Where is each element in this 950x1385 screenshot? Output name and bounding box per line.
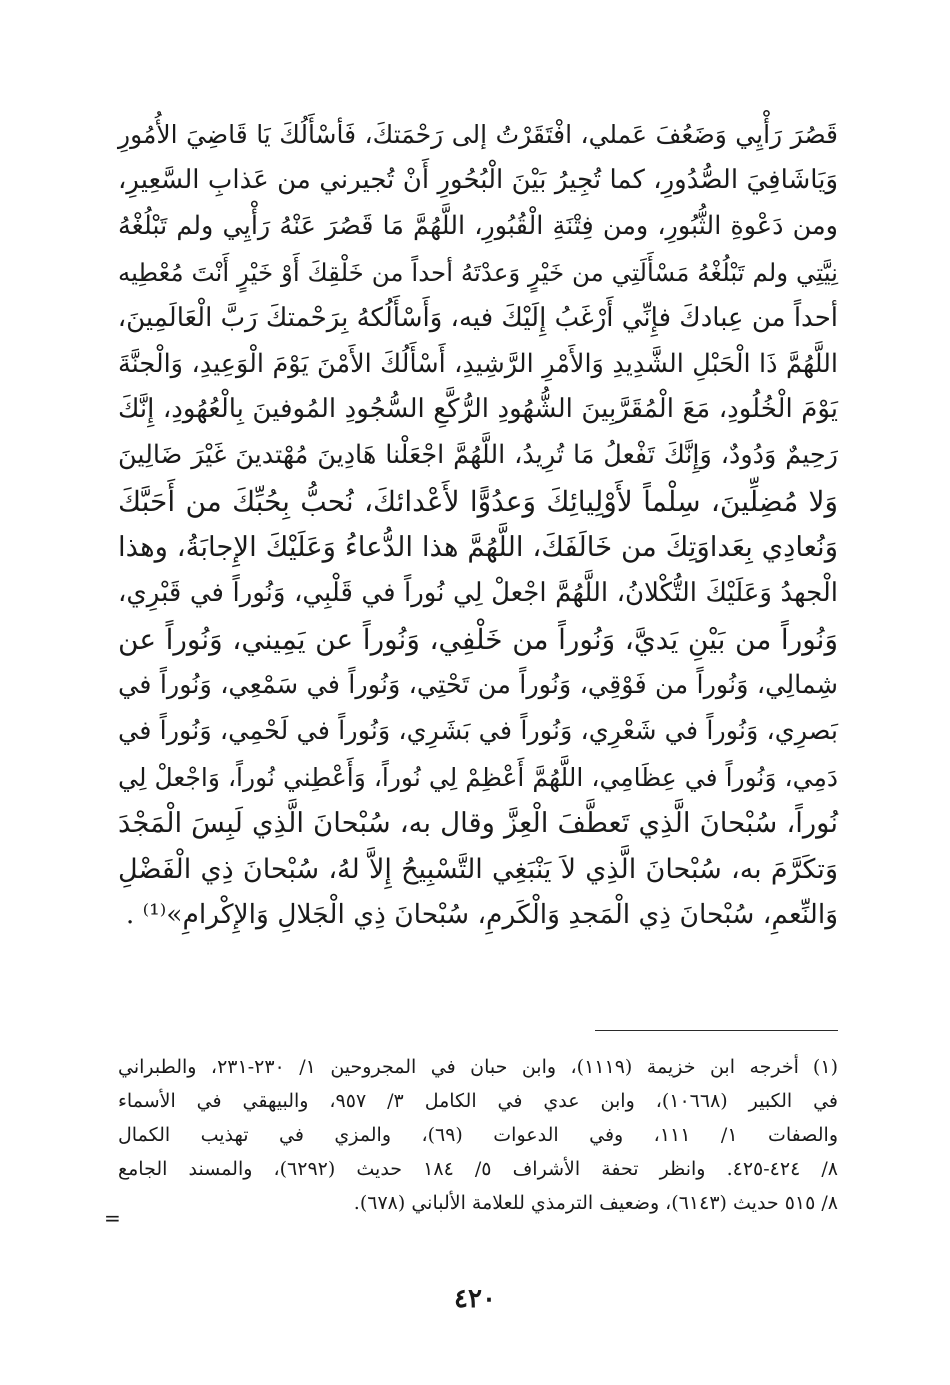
footnote-number: (١) — [812, 1056, 838, 1078]
continuation-mark: = — [104, 1206, 121, 1230]
text-line: وَنُعادِي بِعَداوَتِكَ من خَالَفَكَ، اللَّهُمَّ هذا الدُّعاءُ وَعَلَيْكَ الإِجابَةُ، وهذا — [118, 531, 838, 564]
text-line: بَصرِي، وَنُوراً في شَعْرِي، وَنُوراً في بَشَرِي، وَنُوراً في لَحْمِي، وَنُوراً في — [118, 715, 838, 746]
footnote-line: في الكبير (١٠٦٦٨)، وابن عدي في الكامل ٣/ ٩٥٧، والبيهقي في الأسماء — [118, 1090, 839, 1112]
footnote-line-first — [118, 1050, 838, 1084]
text-line: نِيَّتِي ولم تَبْلُغْهُ مَسْأَلَتِي من خَيْرٍ وَعدْتَهُ أحداً من خَلْقِكَ أَوْ خَيْرٍ أَنْتَ مُعْطِيه — [118, 257, 838, 287]
text-line: وَتكَرَّمَ به، سُبْحانَ الَّذِي لاَ يَنْبَغِي التَّسْبِيحُ إِلاَّ لهُ، سُبْحانَ ذِي الْفَضْلِ — [118, 853, 838, 885]
footnote-line-last: ٨/ ٥١٥ حديث (٦١٤٣)، وضعيف الترمذي للعلامة الألباني (٦٧٨). — [353, 1192, 838, 1214]
text-line: ومن دَعْوةِ الثُّبُورِ، ومن فِتْنَةِ الْقُبُورِ، اللَّهُمَّ مَا قَصُرَ عَنْهُ رَأْيِي ولم تَبْلُغْهُ — [118, 210, 838, 241]
main-text-block — [118, 112, 838, 938]
text-line: وَنُوراً من بَيْنِ يَديَّ، وَنُوراً من خَلْفِي، وَنُوراً عن يَمِيني، وَنُوراً عن — [118, 622, 838, 656]
text-line: وَيَاشَافِيَ الصُّدُورِ، كما تُجِيرُ بَيْنَ الْبُحُورِ أَنْ تُجيرني من عَذابِ السَّعِيرِ، — [118, 164, 838, 195]
footnote-divider — [595, 1030, 838, 1031]
footnote-text: أخرجه ابن خزيمة (١١١٩)، وابن حبان في المجروحين ١/ ٢٣٠-٢٣١، والطبراني — [118, 1056, 799, 1078]
text-line: الْجهدُ وَعَلَيْكَ التُّكْلانُ، اللَّهُمَّ اجْعلْ لِي نُوراً في قَلْبِي، وَنُوراً في قَبْرِي، — [118, 578, 838, 609]
text-line: شِمالِي، وَنُوراً من فَوْقِي، وَنُوراً من تَحْتِي، وَنُوراً في سَمْعِي، وَنُوراً في — [118, 669, 838, 700]
text-line-last: وَالنِّعمِ، سُبْحانَ ذِي الْمَجدِ وَالْكَرمِ، سُبْحانَ ذِي الْجَلالِ وَالإِكْرامِ»⁽¹⁾ . — [125, 899, 838, 931]
text-line: يَوْمَ الْخُلُودِ، مَعَ الْمُقَرَّبِينَ الشُّهُودِ الرُّكَّعِ السُّجُودِ المُوفينَ بِالْعُهُودِ، إِنَّكَ — [118, 394, 838, 425]
footnote-line: والصفات ١/ ١١١، وفي الدعوات (٦٩)، والمزي في تهذيب الكمال — [118, 1124, 838, 1146]
footnote-block — [118, 1050, 838, 1220]
text-line: رَحِيمٌ وَدُودٌ، وَإِنَّكَ تَفْعلُ مَا تُرِيدُ، اللَّهُمَّ اجْعَلْنا هَادِينَ مُهْتدينَ غَيْرَ ضَالِينَ — [118, 440, 838, 471]
footnote-line: ٨/ ٤٢٤-٤٢٥. وانظر تحفة الأشراف ٥/ ١٨٤ حديث (٦٢٩٢)، والمسند الجامع — [118, 1158, 839, 1180]
text-line: أحداً من عِبادكَ فإِنِّي أَرْغَبُ إِلَيْكَ فيه، وَأَسْأَلُكهُ بِرَحْمتكَ رَبَّ الْعَالَمِينَ، — [117, 302, 838, 333]
text-line: قَصُرَ رَأْيِي وَضَعُفَ عَملي، افْتَقَرْتُ إلى رَحْمَتكَ، فَأسْأَلُكَ يَا قَاضِيَ الأُمُورِ — [118, 120, 838, 149]
text-line: اللَّهُمَّ ذَا الْحَبْلِ الشَّدِيدِ وَالأَمْرِ الرَّشِيدِ، أَسْأَلُكَ الأَمْنَ يَوْمَ الْوَعِيدِ، وَالْجنَّةَ — [118, 348, 838, 379]
text-line: نُوراً، سُبْحانَ الَّذِي تَعطَّفَ الْعِزَّ وقال به، سُبْحانَ الَّذِي لَبِسَ الْمَجْدَ — [118, 806, 838, 839]
page-number: ٤٢٠ — [454, 1284, 496, 1314]
text-line: دَمِي، وَنُوراً في عِظَامِي، اللَّهُمَّ أَعْظِمْ لِي نُوراً، وَأَعْطِني نُوراً، وَاجْعلْ لِي — [118, 762, 838, 792]
text-line: وَلا مُضِلِّينَ، سِلْماً لأَوْلِيائِكَ وَعدُوًّا لأَعْدائكَ، نُحبُّ بِحُبِّكَ من أَحَبَّكَ — [118, 485, 838, 519]
